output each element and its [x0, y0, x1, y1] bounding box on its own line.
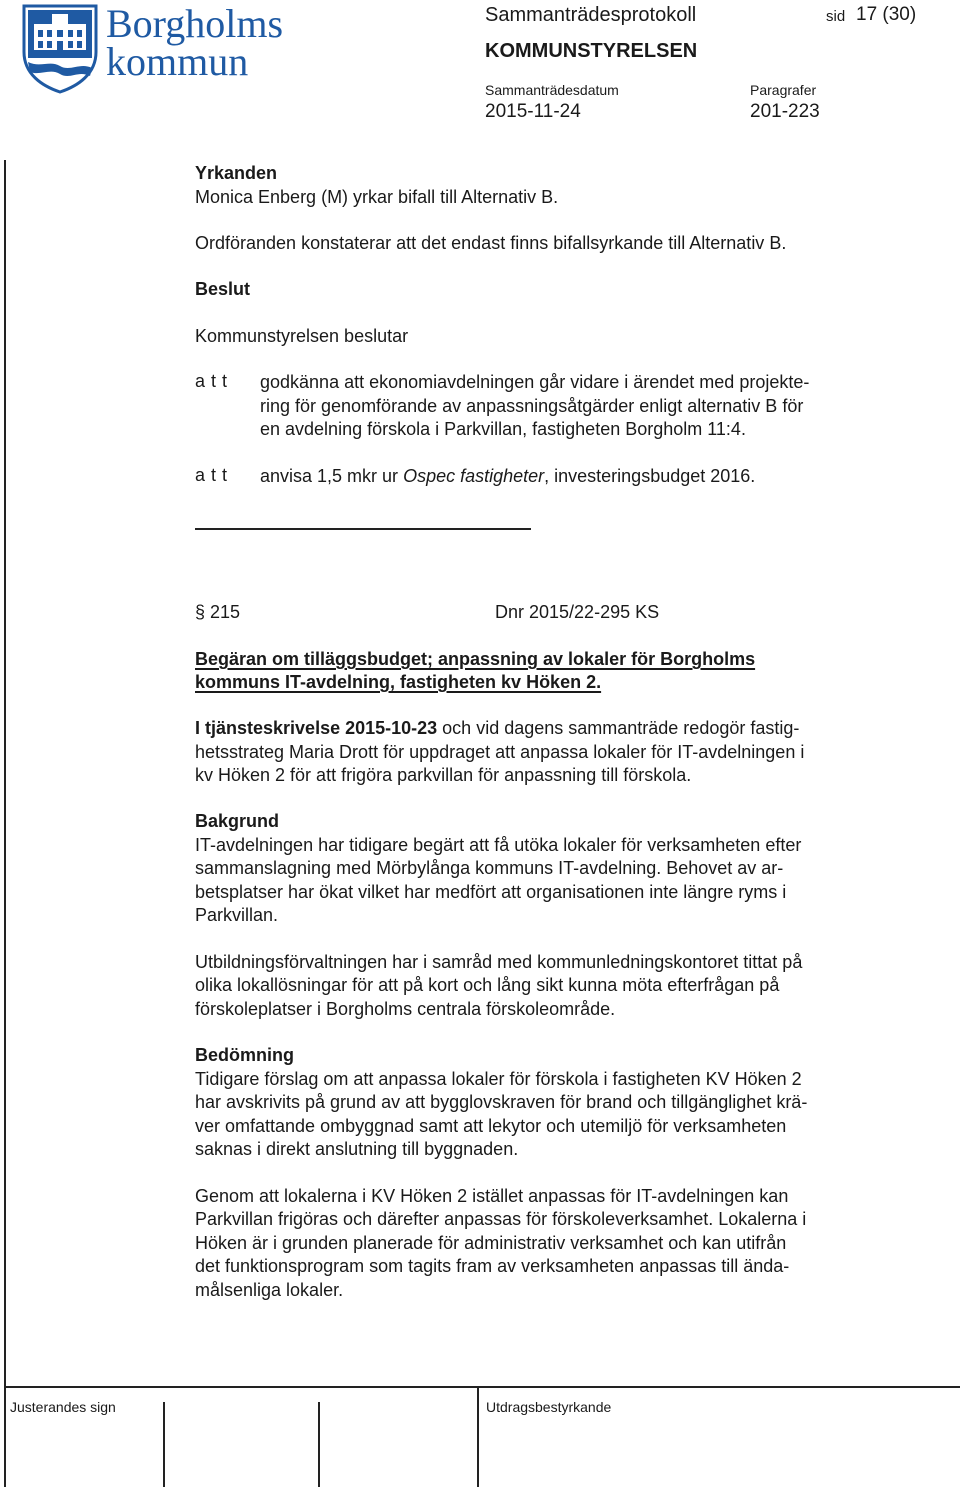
- justerandes-sign-label: Justerandes sign: [10, 1399, 116, 1415]
- page-label: sid: [826, 8, 846, 25]
- ordforande-text: Ordföranden konstaterar att det endast finns bifallsyrkande till Alternativ B.: [195, 233, 787, 253]
- genom-line-4: det funktionsprogram som tagits fram av verksamheten anpassas till ända-: [195, 1256, 790, 1276]
- municipality-logo: [20, 2, 100, 94]
- intro-line-1: [195, 717, 799, 741]
- section-title-line-2: kommuns IT-avdelning, fastigheten kv Höken 2.: [195, 672, 602, 692]
- intro-bold: I tjänsteskrivelse 2015-10-23: [195, 718, 438, 738]
- board-name: KOMMUNSTYRELSEN: [485, 40, 698, 62]
- meeting-date-label: Sammanträdesdatum: [485, 82, 619, 98]
- utbildning-line-1: Utbildningsförvaltningen har i samråd med kommunledningskontoret tittat på: [195, 952, 803, 972]
- decision-1-line-3: en avdelning förskola i Parkvillan, fastigheten Borgholm 11:4.: [260, 419, 746, 439]
- beslut-heading: Beslut: [195, 279, 251, 299]
- document-type-title: Sammanträdesprotokoll: [485, 4, 697, 26]
- beslut-intro: Kommunstyrelsen beslutar: [195, 326, 409, 346]
- signature-divider-1: [163, 1402, 165, 1487]
- bakgrund-heading: Bakgrund: [195, 811, 280, 831]
- genom-line-5: målsenliga lokaler.: [195, 1280, 344, 1300]
- paragraphs-range: 201-223: [750, 101, 820, 122]
- intro-line-3: kv Höken 2 för att frigöra parkvillan för anpassning till förskola.: [195, 765, 692, 785]
- section-separator: [195, 528, 531, 530]
- decision-2: [260, 465, 755, 489]
- bedomning-line-1: Tidigare förslag om att anpassa lokaler för förskola i fastigheten KV Höken 2: [195, 1069, 802, 1089]
- intro-line-2: hetsstrateg Maria Drott för uppdraget att anpassa lokaler för IT-avdelningen i: [195, 742, 805, 762]
- decision-2-italic: Ospec fastigheter: [403, 466, 545, 486]
- utdragsbestyrkande-label: Utdragsbestyrkande: [486, 1399, 612, 1415]
- meeting-date: 2015-11-24: [485, 101, 581, 122]
- logo-wordmark-line1: Borgholms: [106, 1, 284, 46]
- genom-line-3: Höken är i grunden planerade för administrativ verksamhet och kan utifrån: [195, 1233, 787, 1253]
- left-margin-rule: [4, 160, 6, 1487]
- att-label-2: a t t: [195, 465, 228, 485]
- signature-divider-3: [477, 1386, 479, 1487]
- yrkanden-text: Monica Enberg (M) yrkar bifall till Alternativ B.: [195, 187, 559, 207]
- bakgrund-line-2: sammanslagning med Mörbylånga kommuns IT-avdelning. Behovet av ar-: [195, 858, 784, 878]
- signature-divider-2: [318, 1402, 320, 1487]
- case-number: Dnr 2015/22-295 KS: [495, 602, 660, 622]
- bedomning-heading: Bedömning: [195, 1045, 294, 1065]
- decision-1-line-2: ring för genomförande av anpassningsåtgärder enligt alternativ B för: [260, 396, 804, 416]
- logo-wordmark-line2: kommun: [106, 39, 249, 84]
- coat-of-arms-icon: [20, 2, 100, 94]
- paragraphs-label: Paragrafer: [750, 82, 817, 98]
- intro-line-1-rest: och vid dagens sammanträde redogör fastig-: [437, 718, 800, 738]
- yrkanden-heading: Yrkanden: [195, 163, 278, 183]
- utbildning-line-3: förskoleplatser i Borgholms centrala förskoleområde.: [195, 999, 616, 1019]
- bedomning-line-4: saknas i direkt anslutning till byggnaden.: [195, 1139, 519, 1159]
- decision-2-post: , investeringsbudget 2016.: [544, 466, 756, 486]
- bakgrund-line-1: IT-avdelningen har tidigare begärt att få utöka lokaler för verksamheten efter: [195, 835, 802, 855]
- genom-line-2: Parkvillan frigöras och därefter anpassas för förskoleverksamhet. Lokalerna i: [195, 1209, 807, 1229]
- genom-line-1: Genom att lokalerna i KV Höken 2 istället anpassas för IT-avdelningen kan: [195, 1186, 789, 1206]
- bakgrund-line-4: Parkvillan.: [195, 905, 279, 925]
- paragraph-number: § 215: [195, 602, 241, 622]
- utbildning-line-2: olika lokallösningar för att på kort och lång sikt kunna möta efterfrågan på: [195, 975, 780, 995]
- bakgrund-line-3: betsplatser har ökat vilket har medfört att organisationen inte längre ryms i: [195, 882, 787, 902]
- footer-top-rule: [4, 1386, 960, 1388]
- att-label-1: a t t: [195, 371, 228, 391]
- page-number: 17 (30): [856, 4, 917, 25]
- bedomning-line-3: ver omfattande ombyggnad samt att lekytor och utemiljö för verksamheten: [195, 1116, 787, 1136]
- bedomning-line-2: har avskrivits på grund av att bygglovskraven för brand och tillgänglighet krä-: [195, 1092, 808, 1112]
- section-title-line-1: Begäran om tilläggsbudget; anpassning av lokaler för Borgholms: [195, 649, 756, 669]
- decision-2-pre: anvisa 1,5 mkr ur: [260, 466, 404, 486]
- decision-1-line-1: godkänna att ekonomiavdelningen går vidare i ärendet med projekte-: [260, 372, 810, 392]
